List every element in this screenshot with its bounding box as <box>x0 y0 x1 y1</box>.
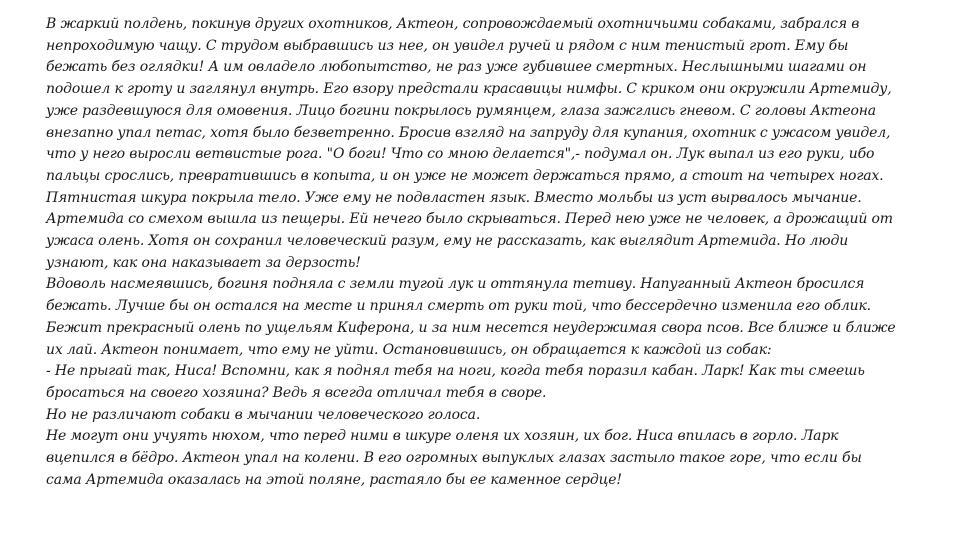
paragraph-hounds-chase: Бежит прекрасный олень по ущельям Киферона, и за ним несется неудержимая свора псов. Все ближе и ближе их лай. Актеон понимает, что ему не уйти. Остановившись, он обращается к каждой из собак: <box>46 319 896 358</box>
paragraph-actaeon-falls: Не могут они учуять нюхом, что перед ними в шкуре оленя их хозяин, их бог. Ниса впилась в горло. Ларк вцепился в бёдро. Актеон упал на колени. В его огромных выпуклых глазах застыло такое горе, что если бы сама Артемида оказалась на этой поляне, растаяло бы ее каменное сердце! <box>46 428 862 488</box>
paragraph-artemis-grotto: В жаркий полдень, покинув других охотников, Актеон, сопровождаемый охотничьими собаками, забрался в непроходимую чащу. С трудом выбравшись из нее, он увидел ручей и рядом с ним тенистый грот. Ему бы бежать без оглядки! А им овладело любопытство, не раз уже губившее смертных. Неслышными шагами он подошел к гроту и заглянул внутрь. Его взору предстали красавицы нимфы. С криком они окружили Артемиду, уже раздевшуюся для омовения. Лицо богини покрылось румянцем, глаза зажглись гневом. С головы Актеона внезапно упал петас, хотя было безветренно. Бросив взгляд на запруду для купания, охотник с ужасом увидел, что у него выросли ветвистые рога. "О боги! Что со мною делается",- подумал он. Лук выпал из его руки, ибо пальцы срослись, превратившись в копыта, и он уже не может держаться прямо, а стоит на четырех ногах. Пятнистая шкура покрыла тело. Уже ему не подвластен язык. Вместо мольбы из уст вырвалось мычание. Артемида со смехом вышла из пещеры. Ей нечего было скрываться. Перед нею уже не человек, а дрожащий от ужаса олень. Хотя он сохранил человеческий разум, ему не рассказать, как выглядит Артемида. Но люди узнают, как она наказывает за дерзость! <box>46 16 893 271</box>
story-text <box>46 14 896 491</box>
paragraph-hounds-not-hear: Но не различают собаки в мычании человеческого голоса. <box>46 406 481 423</box>
paragraph-plea-to-hounds: - Не прыгай так, Ниса! Вспомни, как я поднял тебя на ноги, когда тебя поразил кабан. Ларк! Как ты смеешь бросаться на своего хозяина? Ведь я всегда отличал тебя в своре. <box>46 363 865 401</box>
paragraph-actaeon-flees: Вдоволь насмеявшись, богиня подняла с земли тугой лук и оттянула тетиву. Напуганный Актеон бросился бежать. Лучше бы он остался на месте и принял смерть от руки той, что бессердечно изменила его облик. <box>46 276 871 315</box>
